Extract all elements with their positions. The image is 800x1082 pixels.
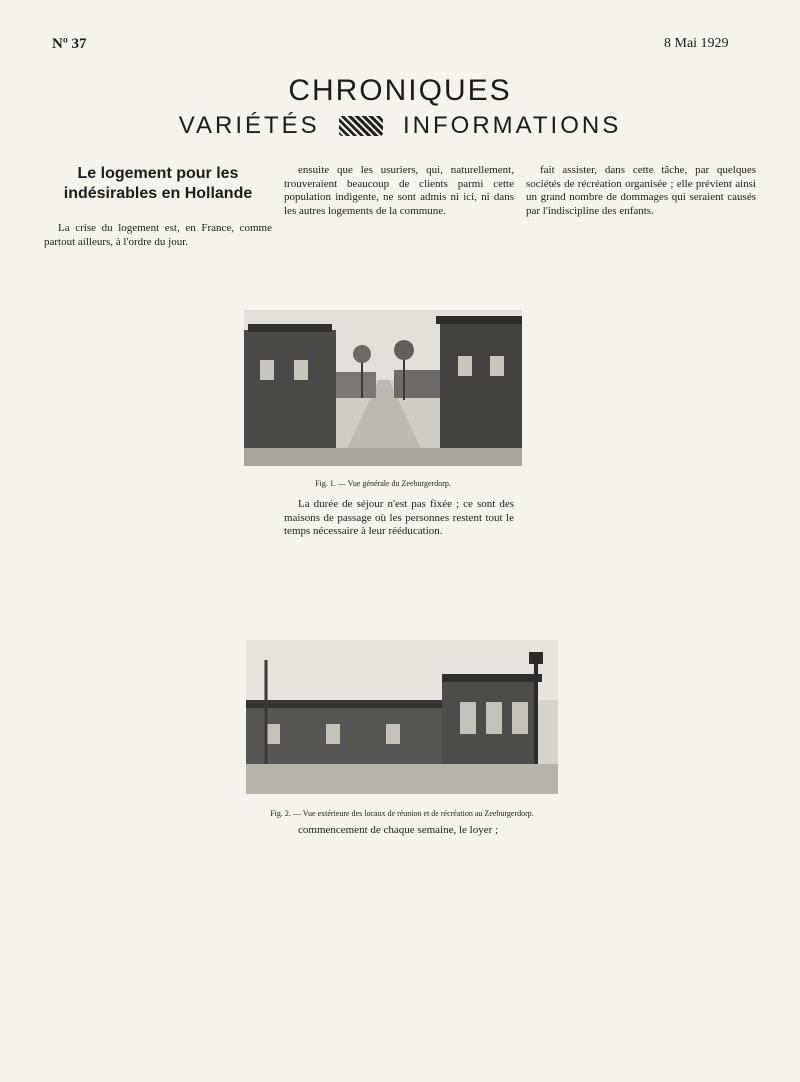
article-column-3 [526,164,756,1044]
issue-date: 8 Mai 1929 [664,36,729,51]
paragraph: La crise du logement est, en France, comme partout ailleurs, à l'ordre du jour. [44,222,272,248]
paragraph: fait assister, dans cette tâche, par quelques sociétés de récréation organisée ; elle prévient ainsi un grand nombre de dommages qui seraient causés par l'indiscipline des enfants. [526,164,756,217]
subtitle-informations: INFORMATIONS [403,111,622,139]
issue-number: Nº 37 [52,36,87,52]
figure-2-caption: Fig. 2. — Vue extérieure des locaux de réunion et de récréation au Zeeburgerdorp. [270,809,534,818]
section-subtitle [0,110,800,141]
ornament-icon [339,116,383,136]
paragraph: ensuite que les usuriers, qui, naturellement, trouveraient beaucoup de clients parmi cette population indigente, ne sont admis ni ici, ni dans les autres logements de la commune. [284,164,514,217]
paragraph: commencement de chaque semaine, le loyer ; [298,824,499,836]
article-column-1 [44,164,272,1044]
article-column-2-bottom [284,824,514,1048]
figure-2-photo [246,640,558,794]
subtitle-varietes: VARIÉTÉS [178,111,320,139]
article-column-2-middle [284,498,514,628]
article-title: Le logement pour les indésirables en Hollande [63,165,253,202]
paragraph: La durée de séjour n'est pas fixée ; ce sont des maisons de passage où les personnes restent tout le temps nécessaire à leur rééducation. [284,498,514,538]
section-header [0,74,800,141]
article-column-2-top [284,164,514,304]
figure-1-caption: Fig. 1. — Vue générale du Zeeburgerdorp. [315,479,451,488]
section-title: CHRONIQUES [288,74,512,107]
figure-1-photo [244,310,522,466]
